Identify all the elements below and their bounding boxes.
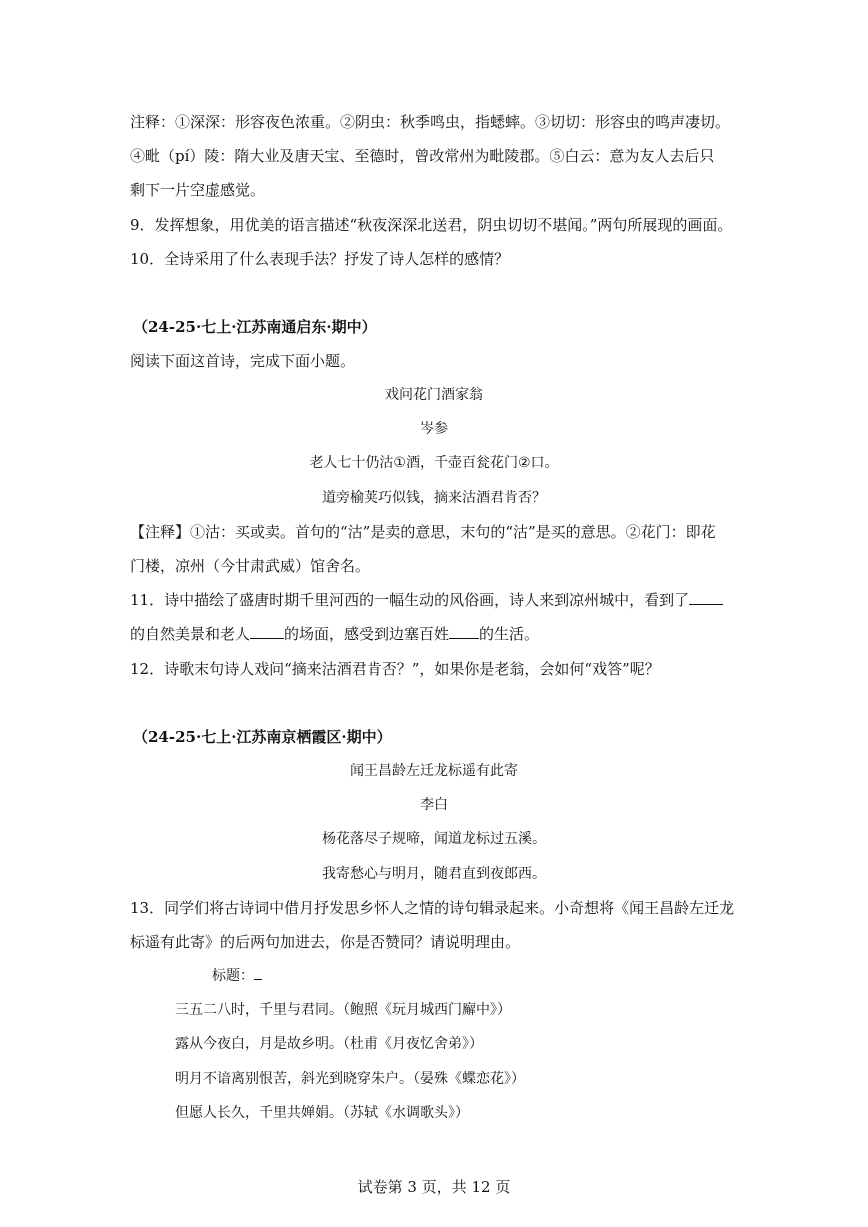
poem-note-line-1: 【注释】①沽：买或卖。首句的“沽”是卖的意思，末句的“沽”是买的意思。②花门：即花 bbox=[130, 523, 716, 541]
poem-author: 李白 bbox=[420, 797, 448, 813]
question-12: 12．诗歌末句诗人戏问“摘来沽酒君肯否？”，如果你是老翁，会如何“戏答”呢？ bbox=[130, 660, 660, 678]
poem-title: 闻王昌龄左迁龙标遥有此寄 bbox=[350, 763, 518, 779]
notes-line-3: 剩下一片空虚感觉。 bbox=[130, 181, 266, 199]
question-11-line-2 bbox=[130, 623, 539, 645]
section-header-qixia: （24-25·七上·江苏南京栖霞区·期中） bbox=[133, 728, 392, 746]
poem-line-2: 我寄愁心与明月，随君直到夜郎西。 bbox=[322, 866, 546, 882]
question-11-text-a: 的自然美景和老人 bbox=[130, 625, 251, 643]
question-11-text-c: 的生活。 bbox=[479, 625, 540, 643]
poem-line-1: 老人七十仍沽①酒，千壶百瓮花门②口。 bbox=[309, 455, 559, 471]
title-label: 标题： bbox=[212, 968, 254, 984]
poem-line-1: 杨花落尽子规啼，闻道龙标过五溪。 bbox=[322, 831, 546, 847]
answer-blank[interactable] bbox=[250, 624, 284, 639]
question-10: 10．全诗采用了什么表现手法？抒发了诗人怎样的感情？ bbox=[130, 250, 510, 268]
poem-line-2: 道旁榆荚巧似钱，摘来沽酒君肯否？ bbox=[322, 490, 546, 506]
notes-line-1: 注释：①深深：形容夜色浓重。②阴虫：秋季鸣虫，指蟋蟀。③切切：形容虫的鸣声凄切。 bbox=[130, 113, 731, 131]
poem-title: 戏问花门酒家翁 bbox=[385, 387, 483, 403]
question-11-text-b: 的场面，感受到边塞百姓 bbox=[284, 625, 450, 643]
section-header-qidong: （24-25·七上·江苏南通启东·期中） bbox=[133, 318, 377, 336]
title-answer-blank[interactable] bbox=[254, 965, 262, 980]
section-intro: 阅读下面这首诗，完成下面小题。 bbox=[130, 352, 356, 370]
poem-author: 岑参 bbox=[420, 421, 448, 437]
question-11-line-1 bbox=[130, 589, 723, 611]
question-13-line-2: 标遥有此寄》的后两句加进去，你是否赞同？请说明理由。 bbox=[130, 933, 521, 951]
question-13-line-1: 13．同学们将古诗词中借月抒发思乡怀人之情的诗句辑录起来。小奇想将《闻王昌龄左迁龙 bbox=[130, 899, 735, 917]
quote-3: 明月不谙离别恨苦，斜光到晓穿朱户。（晏殊《蝶恋花》） bbox=[175, 1071, 525, 1087]
question-11-text: 11．诗中描绘了盛唐时期千里河西的一幅生动的风俗画，诗人来到凉州城中，看到了 bbox=[130, 591, 690, 609]
poem-note-line-2: 门楼，凉州（今甘肃武威）馆舍名。 bbox=[130, 557, 371, 575]
answer-blank[interactable] bbox=[689, 590, 723, 605]
title-prompt bbox=[212, 965, 262, 987]
quote-2: 露从今夜白，月是故乡明。（杜甫《月夜忆舍弟》） bbox=[175, 1036, 483, 1052]
answer-blank[interactable] bbox=[449, 624, 479, 639]
notes-line-2: ④毗（pí）陵：隋大业及唐天宝、至德时，曾改常州为毗陵郡。⑤白云：意为友人去后只 bbox=[130, 147, 715, 165]
page-footer: 试卷第 3 页，共 12 页 bbox=[357, 1178, 511, 1196]
quote-4: 但愿人长久，千里共婵娟。（苏轼《水调歌头》） bbox=[175, 1105, 469, 1121]
quote-1: 三五二八时，千里与君同。（鲍照《玩月城西门廨中》） bbox=[175, 1002, 511, 1018]
question-9: 9．发挥想象，用优美的语言描述“秋夜深深北送君，阴虫切切不堪闻。”两句所展现的画面。 bbox=[130, 216, 733, 234]
